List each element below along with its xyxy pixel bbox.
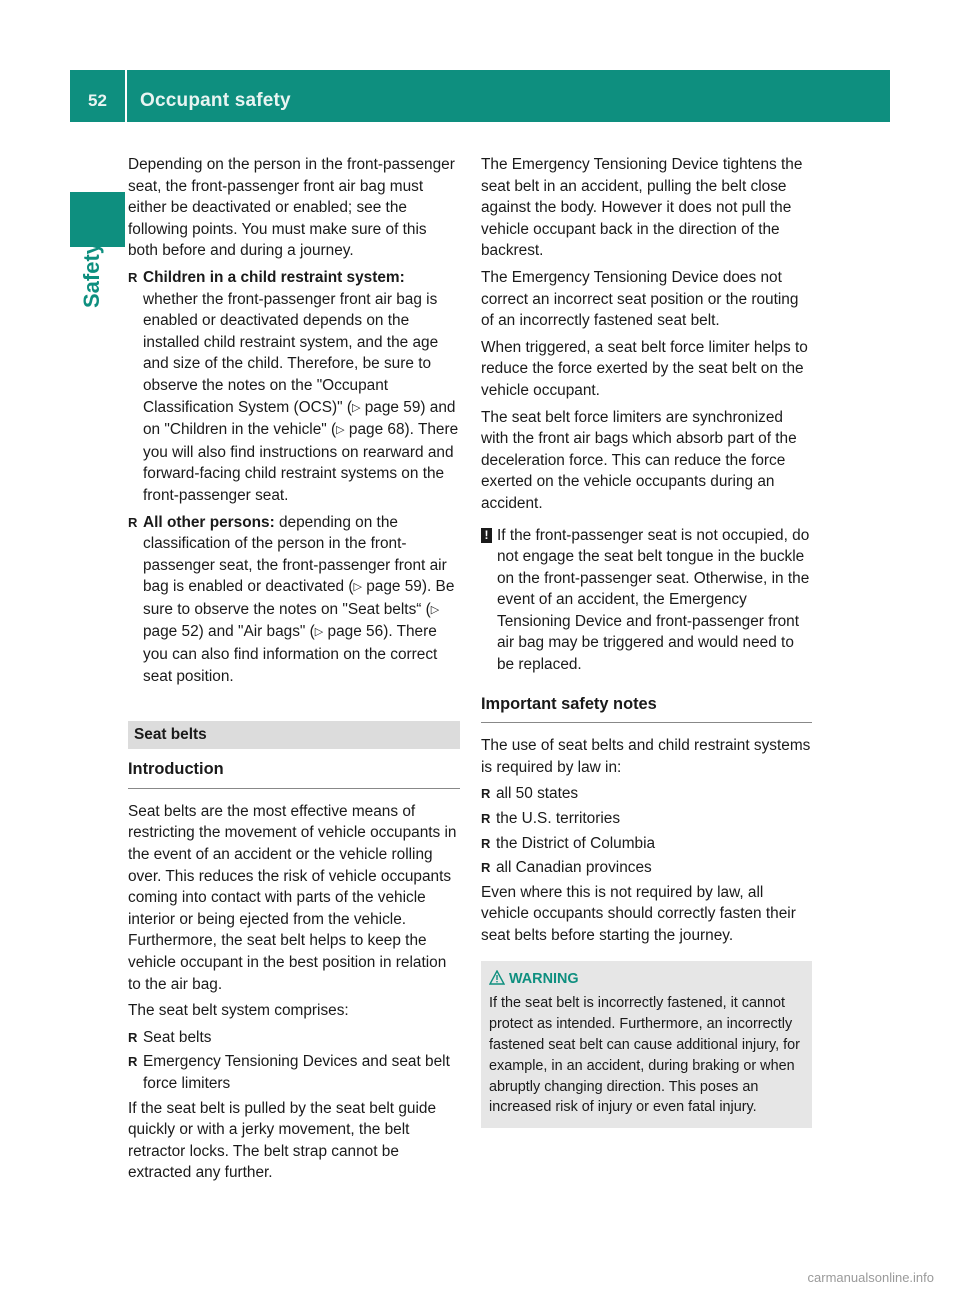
bullet-text: ) and on "Children in the vehicle" ( (143, 398, 456, 439)
paragraph: Seat belts are the most effective means of restricting the movement of vehicle occupants in the event of an accident or the vehicle rolling over. This reduces the risk of vehicle occupants coming into contact with parts of the vehicle interior or being ejected from the vehicle. Furthermore, the seat belt helps to keep the vehicle occupant in the best position in relation to the air bag. (128, 802, 457, 993)
page-ref-link[interactable]: page 68 (348, 421, 405, 439)
note-block (481, 525, 812, 676)
page-ref-link[interactable]: page 59 (366, 578, 422, 596)
paragraph: The seat belt force limiters are synchronized with the front air bags which absorb part of the deceleration force. This can reduce the force exerted on the vehicle occupants during an accident. (481, 408, 797, 512)
page-ref-icon: ▷ (353, 581, 362, 594)
exclamation-icon: ! (481, 528, 492, 543)
note-text: If the front-passenger seat is not occupied, do not engage the seat belt tongue in the buckle on the front-passenger seat. Otherwise, in the event of an accident, the Emergency Tensioning Device and front-passenger front air bag may be triggered and would need to be replaced. (497, 526, 810, 674)
bullet-text: ). There you will also find instructions on rearward and forward-facing child restraint systems on the front-passenger seat. (143, 421, 459, 504)
page-header (70, 70, 890, 122)
subheading-introduction: Introduction (128, 759, 460, 789)
page-ref-link[interactable]: page 52 (143, 623, 199, 641)
list-item (128, 267, 460, 507)
side-tab-block (70, 192, 125, 247)
paragraph: The Emergency Tensioning Device does not correct an incorrect seat position or the routing of an incorrectly fastened seat belt. (481, 268, 799, 330)
bullet-heading: Children in a child restraint system: (143, 268, 405, 286)
list-item: R the District of Columbia (481, 833, 812, 855)
page-ref-icon: ▷ (314, 626, 324, 639)
paragraph: The Emergency Tensioning Device tightens the seat belt in an accident, pulling the belt close against the body. However it does not pull the vehicle occupant back in the direction of the backrest. (481, 156, 803, 260)
page-number: 52 (88, 91, 107, 110)
page-ref-icon: ▷ (336, 424, 345, 437)
paragraph: The use of seat belts and child restraint systems is required by law in: (481, 737, 811, 776)
warning-title: WARNING (509, 970, 579, 987)
right-column (481, 154, 812, 1128)
left-column (128, 154, 460, 1189)
subheading-important-safety-notes: Important safety notes (481, 694, 812, 724)
page-ref-link[interactable]: page 59 (364, 398, 421, 416)
warning-triangle-icon (489, 970, 505, 985)
page-ref-link[interactable]: page 56 (327, 623, 384, 641)
watermark: carmanualsonline.info (807, 1270, 934, 1285)
paragraph: When triggered, a seat belt force limiter helps to reduce the force exerted by the seat belt on the vehicle occupant. (481, 338, 808, 399)
list-item (128, 512, 460, 688)
warning-heading (489, 969, 804, 990)
paragraph: The seat belt system comprises: (128, 1002, 349, 1020)
bullet-text: ). There you can also find information on the correct seat position. (143, 623, 438, 685)
warning-text: If the seat belt is incorrectly fastened, it cannot protect as intended. Furthermore, an incorrectly fastened seat belt can cause additional injury, for example, in an accident, during braking or when abruptly changing direction. This poses an increased risk of injury or even fatal injury. (489, 995, 800, 1116)
warning-box (481, 961, 812, 1129)
bullet-text: ). Be sure to observe the notes on "Seat belts“ ( (143, 578, 455, 618)
list-item: R all Canadian provinces (481, 857, 812, 879)
list-item: R the U.S. territories (481, 808, 812, 830)
paragraph: Even where this is not required by law, all vehicle occupants should correctly fasten their seat belts before starting the journey. (481, 883, 796, 944)
section-title: Occupant safety (140, 90, 291, 111)
side-tab-text: Safety (79, 241, 104, 308)
list-item: R Seat belts (128, 1027, 460, 1049)
page-ref-icon: ▷ (430, 603, 440, 616)
bullet-text: depending on the classification of the person in the front-passenger seat, the front-passenger front air bag is enabled or deactivated ( (143, 513, 447, 596)
bullet-text: ) and "Air bags" ( (198, 623, 315, 641)
header-divider (125, 70, 127, 122)
section-band-seat-belts: Seat belts (128, 721, 460, 749)
bullet-heading: All other persons: (143, 513, 275, 531)
list-item: R Emergency Tensioning Devices and seat belt force limiters (128, 1051, 460, 1094)
list-item: R all 50 states (481, 783, 812, 805)
bullet-text: whether the front-passenger front air bag is enabled or deactivated depends on the installed child restraint system, and the age and size of the child. Therefore, be sure to observe the notes on the "Occupant Classification System (OCS)" ( (143, 290, 439, 416)
intro-paragraph: Depending on the person in the front-passenger seat, the front-passenger front air bag must either be deactivated or enabled; see the following points. You must make sure of this both before and during a journey. (128, 156, 455, 260)
paragraph: If the seat belt is pulled by the seat belt guide quickly or with a jerky movement, the belt retractor locks. The belt strap cannot be extracted any further. (128, 1099, 437, 1182)
page-ref-icon: ▷ (352, 401, 361, 414)
